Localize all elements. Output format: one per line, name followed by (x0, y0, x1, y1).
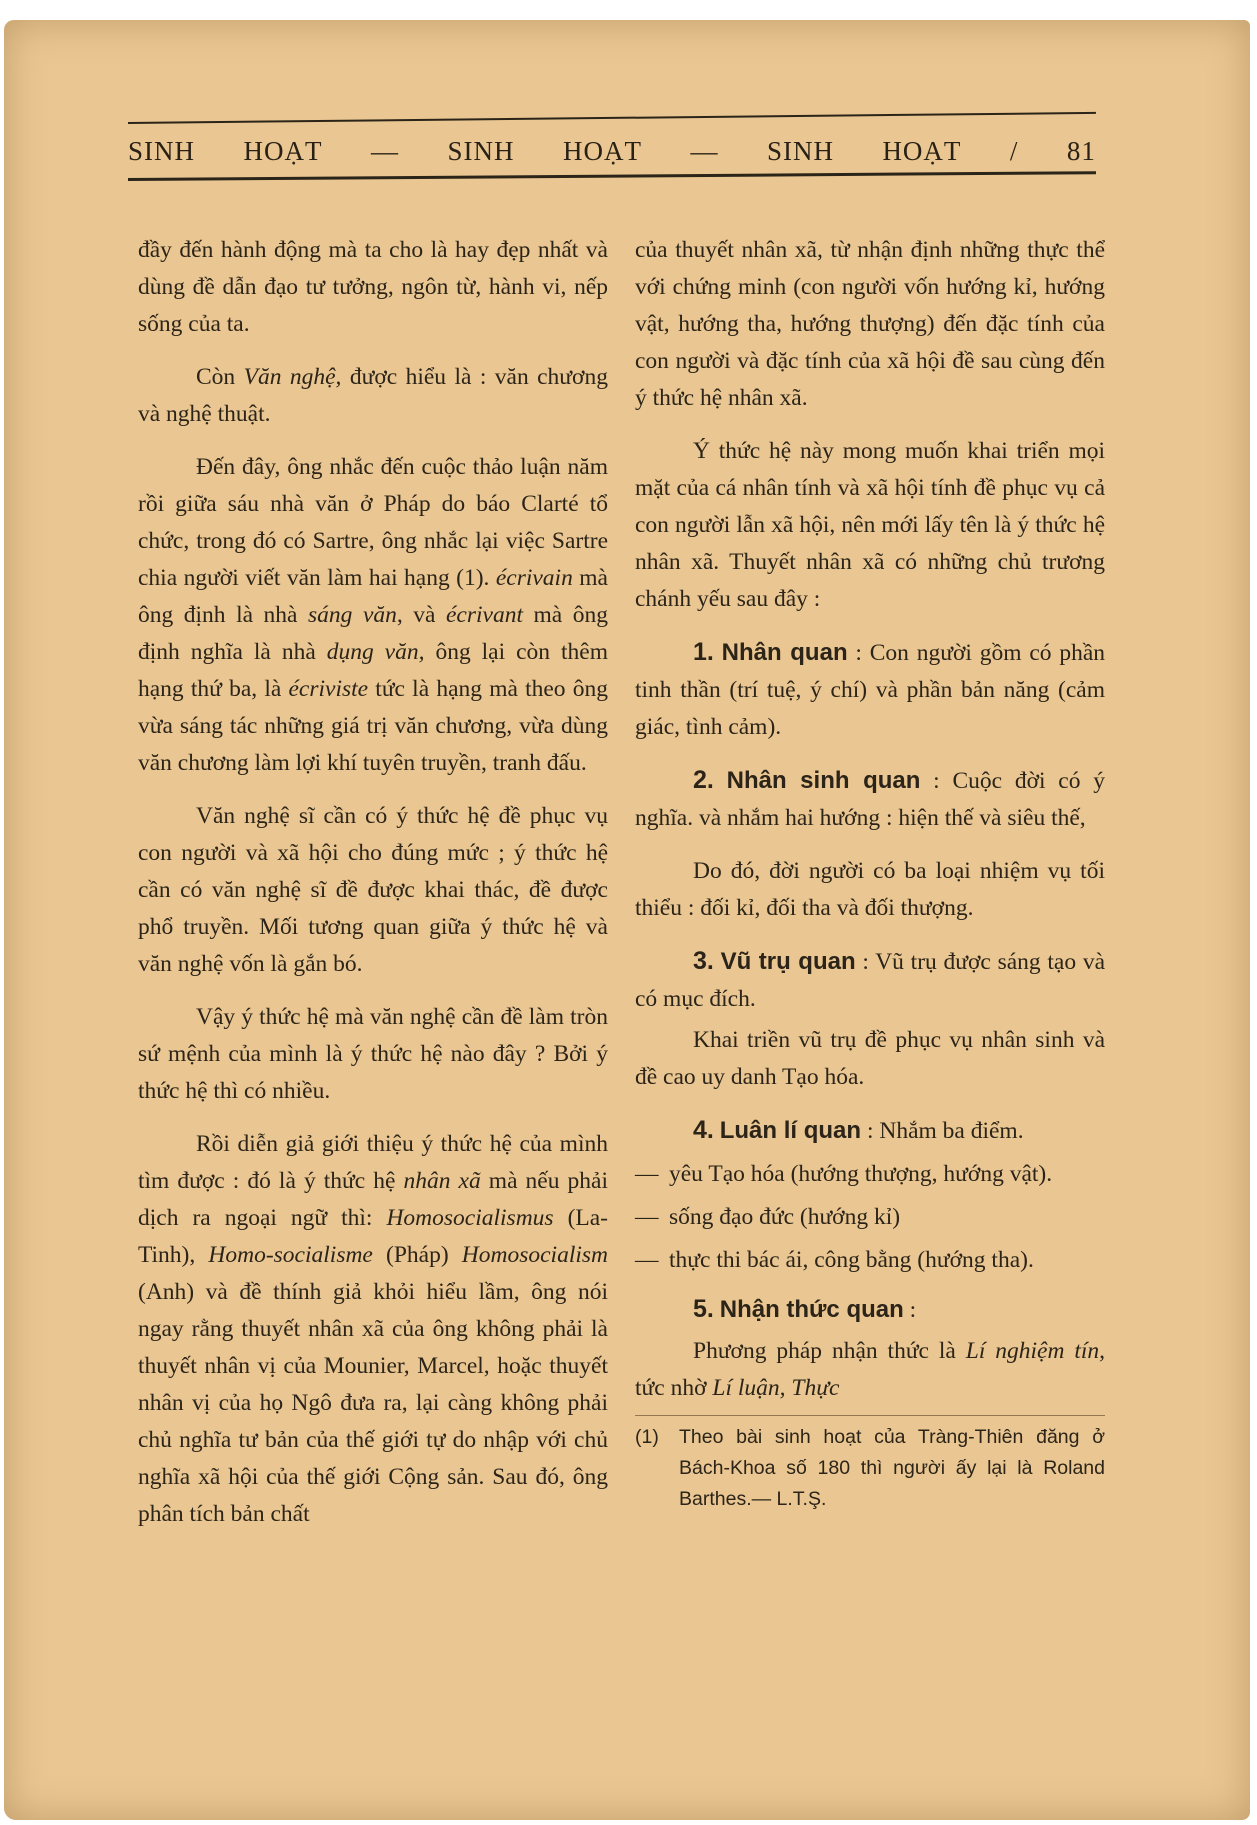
page-number: 81 (1066, 136, 1096, 166)
footnote-mark: (1) (635, 1426, 659, 1448)
header-word: SINH (447, 136, 515, 166)
section-3: 3. Vũ trụ quan : Vũ trụ được sáng tạo và có mục đích. (635, 947, 1105, 1012)
header-slash: / (1009, 136, 1019, 166)
paragraph: Phương pháp nhận thức là Lí nghiệm tín, tức nhờ Lí luận, Thực (635, 1338, 1106, 1401)
paragraph: Còn Văn nghệ, được hiểu là : văn chương và nghệ thuật. (138, 364, 608, 427)
footnote (635, 1422, 1105, 1515)
footnote-text: Theo bài sinh hoạt của Tràng-Thiên đăng ở Bách-Khoa số 180 thì người ấy lại là Roland Barthes.— L.T.Ş. (679, 1426, 1105, 1510)
paragraph: Ý thức hệ này mong muốn khai triển mọi mặt của cá nhân tính và xã hội tính đề phục vụ cả con người lẫn xã hội, nên mới lấy tên là ý thức hệ nhân xã. Thuyết nhân xã có những chủ trương chánh yếu sau đây : (635, 438, 1105, 612)
section-title: Luân lí quan (719, 1117, 862, 1144)
list-item: — sống đạo đức (hướng kỉ) (635, 1204, 901, 1230)
paragraph: Rồi diễn giả giới thiệu ý thức hệ của mình tìm được : đó là ý thức hệ nhân xã mà nếu phải dịch ra ngoại ngữ thì: Homosocialismus (La-Tinh), Homo-socialisme (Pháp) Homosocialism (Anh) và đề thính giả khỏi hiểu lầm, ông nói ngay rằng thuyết nhân xã của ông không phải là thuyết nhân vị của Mounier, Marcel, hoặc thuyết nhân vị của họ Ngô đưa ra, lại càng không phải chủ nghĩa tư bản của thế giới tự do nhập với chủ nghĩa xã hội của thế giới Cộng sản. Sau đó, ông phân tích bản chất (138, 1131, 609, 1527)
list-item: — thực thi bác ái, công bằng (hướng tha). (635, 1247, 1034, 1273)
section-2: 2. Nhân sinh quan : Cuộc đời có ý nghĩa. và nhắm hai hướng : hiện thế và siêu thế, (635, 766, 1105, 831)
section-title: Vũ trụ quan (720, 948, 856, 975)
paragraph: Văn nghệ sĩ cần có ý thức hệ đề phục vụ con người và xã hội cho đúng mức ; ý thức hệ cần có văn nghệ sĩ đề được khai thác, đề được phổ truyền. Mối tương quan giữa ý thức hệ và văn nghệ vốn là gắn bó. (138, 803, 608, 977)
header-word: HOẠT (243, 136, 323, 166)
running-header (128, 122, 1096, 178)
header-separator: — (370, 136, 399, 166)
paragraph: Khai triền vũ trụ đề phục vụ nhân sinh và đề cao uy danh Tạo hóa. (635, 1027, 1105, 1090)
paragraph: của thuyết nhân xã, từ nhận định những thực thể với chứng minh (con người vốn hướng kỉ, hướng vật, hướng tha, hướng thượng) đến đặc tính của con người và đặc tính của xã hội đề sau cùng đến ý thức hệ nhân xã. (635, 237, 1105, 411)
header-word: SINH (766, 136, 834, 166)
header-word: SINH (128, 136, 196, 166)
list-item: — yêu Tạo hóa (hướng thượng, hướng vật). (635, 1161, 1053, 1187)
section-title: Nhân quan (721, 639, 848, 666)
paragraph: Vậy ý thức hệ mà văn nghệ cần đề làm tròn sứ mệnh của mình là ý thức hệ nào đây ? Bởi ý thức hệ thì có nhiều. (138, 1004, 608, 1104)
left-column (138, 232, 608, 1549)
section-title: Nhân sinh quan (726, 767, 921, 794)
header-separator: — (690, 136, 719, 166)
section-4: 4. Luân lí quan : Nhắm ba điểm. (693, 1116, 1024, 1144)
paragraph: Đến đây, ông nhắc đến cuộc thảo luận năm rồi giữa sáu nhà văn ở Pháp do báo Clarté tổ chức, trong đó có Sartre, ông nhắc lại việc Sartre chia người viết văn làm hai hạng (1). écrivain mà ông định là nhà sáng văn, và écrivant mà ông định nghĩa là nhà dụng văn, ông lại còn thêm hạng thứ ba, là écriviste tức là hạng mà theo ông vừa sáng tác những giá trị văn chương, vừa dùng văn chương làm lợi khí tuyên truyền, tranh đấu. (138, 454, 609, 776)
right-column (635, 232, 1105, 1515)
footnote-rule (635, 1415, 1105, 1416)
paragraph: đầy đến hành động mà ta cho là hay đẹp nhất và dùng đề dẫn đạo tư tưởng, ngôn từ, hành vi, nếp sống của ta. (138, 237, 608, 337)
section-5: 5. Nhận thức quan : (693, 1295, 917, 1323)
header-word: HOẠT (562, 136, 642, 166)
header-word: HOẠT (882, 136, 962, 166)
paragraph: Do đó, đời người có ba loại nhiệm vụ tối thiểu : đối kỉ, đối tha và đối thượng. (635, 858, 1105, 921)
header-text (128, 136, 1096, 167)
section-title: Nhận thức quan (719, 1296, 904, 1323)
section-1: 1. Nhân quan : Con người gồm có phần tinh thần (trí tuệ, ý chí) và phần bản năng (cảm giác, tình cảm). (635, 638, 1105, 740)
